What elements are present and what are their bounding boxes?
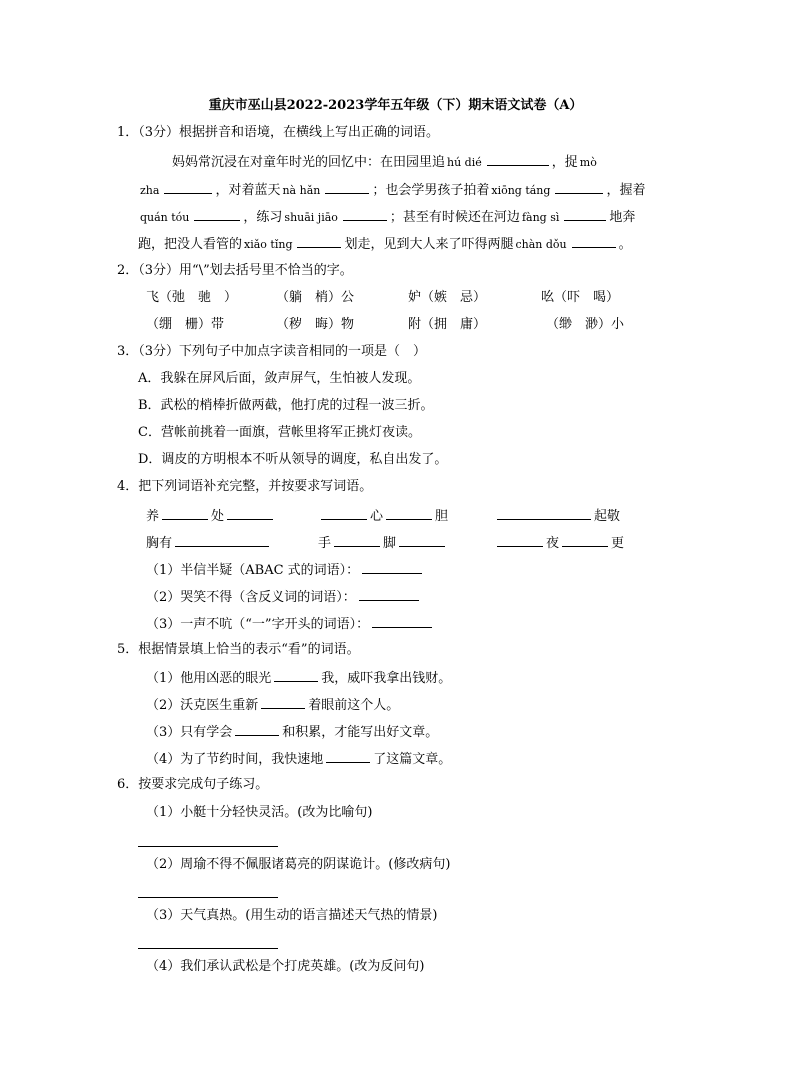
answer-blank[interactable] xyxy=(194,207,240,221)
q2-stem: 2．（3分）用“\”划去括号里不恰当的字。 xyxy=(117,263,353,278)
q2-item[interactable]: （躺 梢）公 xyxy=(276,290,355,305)
q1-line-1 xyxy=(172,152,599,172)
answer-blank[interactable] xyxy=(326,749,370,763)
sub-question: （2）哭笑不得（含反义词的词语）： xyxy=(146,590,356,605)
q1-text: ，练习 xyxy=(243,210,283,225)
q5-text: 我，威吓我拿出钱财。 xyxy=(321,671,452,686)
pinyin: shuāi jiāo xyxy=(284,211,338,224)
q1-line-2 xyxy=(138,180,645,200)
q2-item[interactable]: （缈 渺）小 xyxy=(546,317,625,332)
answer-blank[interactable] xyxy=(334,533,380,547)
answer-blank[interactable] xyxy=(372,614,432,628)
idiom-char: 处 xyxy=(211,509,225,524)
answer-blank[interactable] xyxy=(274,668,318,682)
sub-question: （3）一声不吭（“一”字开头的词语）： xyxy=(146,617,370,632)
pinyin: xiǎo tǐng xyxy=(244,238,293,251)
q2-item[interactable]: 吆（吓 喝） xyxy=(541,290,620,305)
q4-sub-1 xyxy=(146,560,425,580)
q4-idiom-1 xyxy=(146,506,276,526)
q2-item[interactable]: （秽 晦）物 xyxy=(276,317,355,332)
idiom-char: 胆 xyxy=(435,509,449,524)
q5-item-3 xyxy=(146,722,438,742)
q1-text: 跑，把没人看管的 xyxy=(138,237,243,252)
answer-blank[interactable] xyxy=(497,506,591,520)
q4-idiom-3 xyxy=(494,506,620,526)
sub-question: （1）半信半疑（ABAC 式的词语）： xyxy=(146,563,360,578)
idiom-char: 脚 xyxy=(383,536,397,551)
q3-option-c[interactable]: C．营帐前挑着一面旗，营帐里将军正挑灯夜读。 xyxy=(138,425,421,440)
q5-text: （2）沃克医生重新 xyxy=(146,698,259,713)
q6-item-1: （1）小艇十分轻快灵活。(改为比喻句) xyxy=(146,805,373,820)
q1-text: 划走，见到大人来了吓得两腿 xyxy=(344,237,514,252)
q5-text: 着眼前这个人。 xyxy=(308,698,400,713)
q2-item[interactable]: 妒（嫉 忌） xyxy=(408,290,487,305)
q2-item[interactable]: 附（拥 庸） xyxy=(408,317,487,332)
answer-blank[interactable] xyxy=(555,180,603,194)
answer-blank[interactable] xyxy=(297,234,341,248)
q1-text: 地奔 xyxy=(609,210,636,225)
answer-blank[interactable] xyxy=(564,207,606,221)
q2-item[interactable]: （绷 栅）带 xyxy=(146,317,225,332)
answer-blank[interactable] xyxy=(562,533,608,547)
q5-item-2 xyxy=(146,695,399,715)
pinyin: xiōng táng xyxy=(491,184,551,197)
q5-item-4 xyxy=(146,749,451,769)
page-title: 重庆市巫山县2022-2023学年五年级（下）期末语文试卷（A） xyxy=(208,98,583,113)
pinyin: zha xyxy=(140,184,160,197)
answer-blank[interactable] xyxy=(399,533,445,547)
q5-text: 和积累，才能写出好文章。 xyxy=(282,725,439,740)
idiom-char: 心 xyxy=(370,509,384,524)
q3-option-b[interactable]: B．武松的梢棒折做两截，他打虎的过程一波三折。 xyxy=(138,398,434,413)
idiom-char: 夜 xyxy=(546,536,560,551)
answer-blank[interactable] xyxy=(235,722,279,736)
pinyin: quán tóu xyxy=(140,211,190,224)
idiom-char: 手 xyxy=(318,536,332,551)
q1-line-4 xyxy=(138,234,632,254)
pinyin: nà hǎn xyxy=(282,184,321,197)
q4-idiom-6 xyxy=(494,533,624,553)
q1-text: 妈妈常沉浸在对童年时光的回忆中：在田园里追 xyxy=(172,155,446,170)
q3-option-d[interactable]: D．调皮的方明根本不听从领导的调度，私自出发了。 xyxy=(138,452,448,467)
q4-idiom-4 xyxy=(146,533,272,553)
answer-blank[interactable] xyxy=(362,560,422,574)
q6-stem: 6．按要求完成句子练习。 xyxy=(117,777,269,792)
q6-item-4: （4）我们承认武松是个打虎英雄。(改为反问句) xyxy=(146,959,425,974)
q4-stem: 4．把下列词语补充完整，并按要求写词语。 xyxy=(117,479,373,494)
answer-blank[interactable] xyxy=(325,180,369,194)
pinyin: hú dié xyxy=(447,156,482,169)
q4-sub-2 xyxy=(146,587,422,607)
pinyin: mò xyxy=(579,156,597,169)
q1-text: 。 xyxy=(618,237,632,252)
answer-blank[interactable] xyxy=(386,506,432,520)
idiom-char: 更 xyxy=(611,536,625,551)
q5-item-1 xyxy=(146,668,451,688)
q1-stem: 1．（3分）根据拼音和语境，在横线上写出正确的词语。 xyxy=(117,125,440,140)
answer-blank[interactable] xyxy=(175,533,269,547)
answer-blank[interactable] xyxy=(321,506,367,520)
q6-item-2: （2）周瑜不得不佩服诸葛亮的阴谋诡计。(修改病句) xyxy=(146,857,451,872)
answer-blank[interactable] xyxy=(487,152,549,166)
q6-answer-line-2[interactable] xyxy=(138,897,278,898)
q3-stem: 3．（3分）下列句子中加点字读音相同的一项是（ ） xyxy=(117,344,427,359)
q5-text: 了这篇文章。 xyxy=(373,752,452,767)
q1-text: ，对着蓝天 xyxy=(215,183,281,198)
answer-blank[interactable] xyxy=(572,234,616,248)
answer-blank[interactable] xyxy=(497,533,543,547)
answer-blank[interactable] xyxy=(227,506,273,520)
q1-text: ；也会学男孩子拍着 xyxy=(372,183,490,198)
answer-blank[interactable] xyxy=(359,587,419,601)
q1-text: ，握着 xyxy=(606,183,646,198)
q6-answer-line-1[interactable] xyxy=(138,846,278,847)
answer-blank[interactable] xyxy=(261,695,305,709)
idiom-char: 起敬 xyxy=(594,509,621,524)
q5-stem: 5．根据情景填上恰当的表示“看”的词语。 xyxy=(117,642,360,657)
pinyin: fàng sì xyxy=(521,211,560,224)
q3-option-a[interactable]: A．我躲在屏风后面，敛声屏气，生怕被人发现。 xyxy=(138,371,421,386)
q5-text: （3）只有学会 xyxy=(146,725,233,740)
q5-text: （1）他用凶恶的眼光 xyxy=(146,671,272,686)
q4-sub-3 xyxy=(146,614,435,634)
answer-blank[interactable] xyxy=(162,506,208,520)
q2-item[interactable]: 飞（弛 驰 ） xyxy=(146,290,238,305)
q6-item-3: （3）天气真热。(用生动的语言描述天气热的情景) xyxy=(146,908,438,923)
q1-text: ，捉 xyxy=(551,155,578,170)
idiom-char: 胸有 xyxy=(146,536,173,551)
pinyin: chàn dǒu xyxy=(515,238,567,251)
q4-idiom-2 xyxy=(318,506,448,526)
q6-answer-line-3[interactable] xyxy=(138,948,278,949)
q4-idiom-5 xyxy=(318,533,448,553)
idiom-char: 养 xyxy=(146,509,160,524)
q1-line-3 xyxy=(138,207,635,227)
q5-text: （4）为了节约时间，我快速地 xyxy=(146,752,324,767)
q1-text: ；甚至有时候还在河边 xyxy=(389,210,520,225)
answer-blank[interactable] xyxy=(343,207,387,221)
answer-blank[interactable] xyxy=(164,180,212,194)
